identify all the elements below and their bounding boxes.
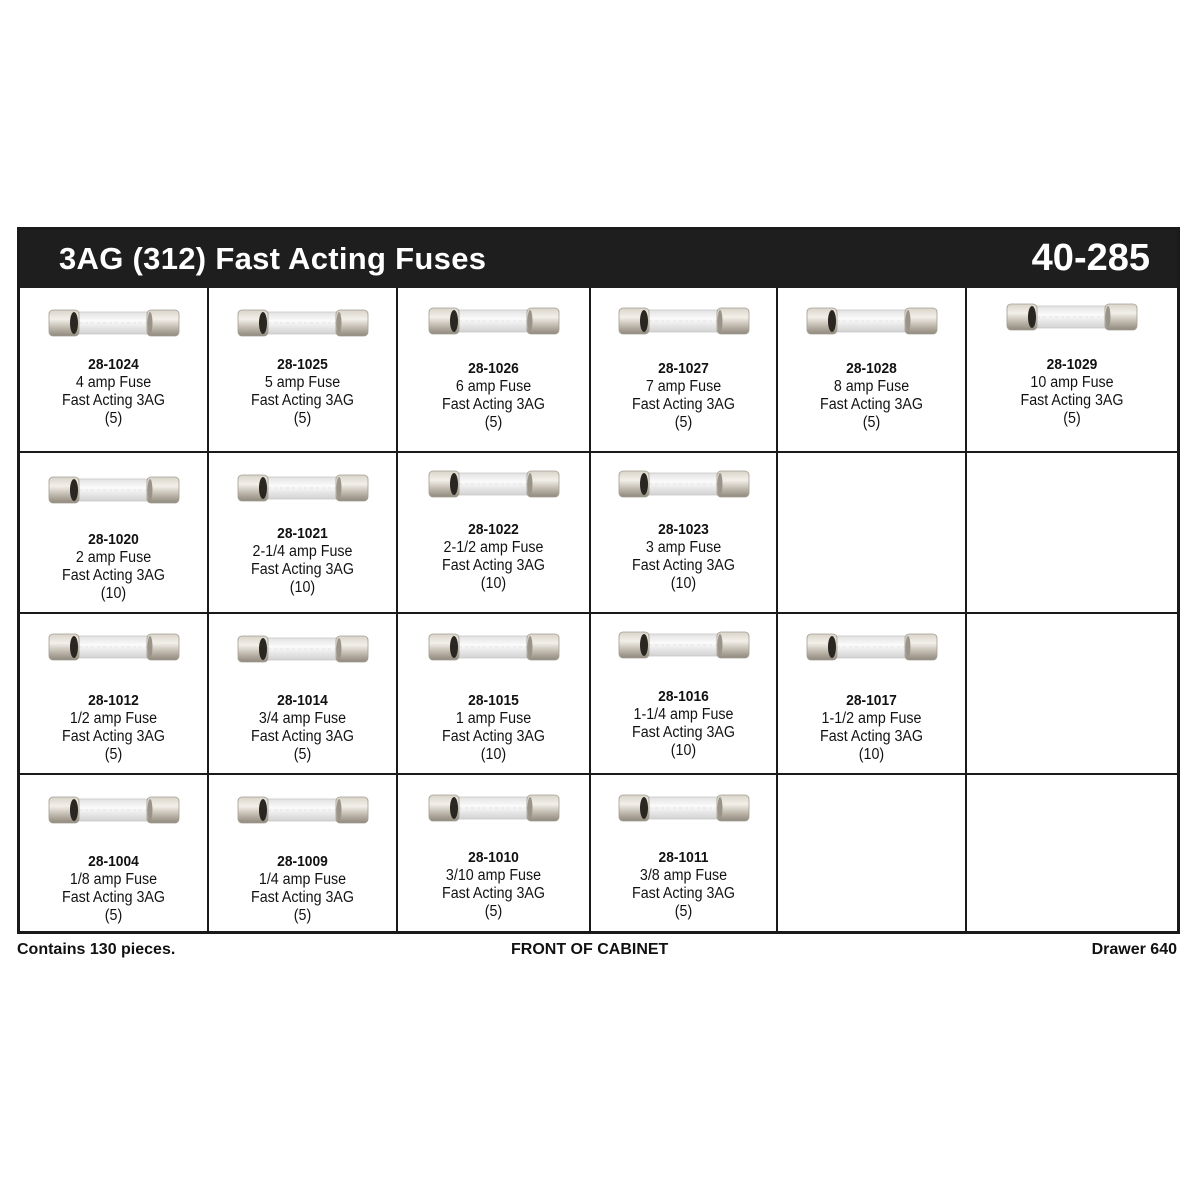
fuse-type: Fast Acting 3AG xyxy=(631,724,736,741)
amp-rating: 1 amp Fuse xyxy=(455,710,532,727)
panel-title: 3AG (312) Fast Acting Fuses xyxy=(59,241,487,276)
empty-compartment xyxy=(965,453,1177,612)
empty-compartment xyxy=(965,775,1177,931)
amp-rating: 2 amp Fuse xyxy=(75,549,152,566)
compartment-28-1023 xyxy=(589,453,776,612)
part-number: 28-1024 xyxy=(88,356,139,373)
compartment-28-1029 xyxy=(965,288,1177,451)
compartment-28-1028 xyxy=(776,288,965,451)
quantity: (5) xyxy=(293,410,312,427)
fuse-icon xyxy=(617,469,751,499)
part-number: 28-1016 xyxy=(658,688,709,705)
compartment-28-1025 xyxy=(207,288,396,451)
fuse-icon xyxy=(236,634,370,664)
quantity: (10) xyxy=(670,742,697,759)
compartment-28-1020 xyxy=(20,453,207,612)
fuse-type: Fast Acting 3AG xyxy=(441,396,546,413)
fuse-type: Fast Acting 3AG xyxy=(61,728,166,745)
quantity: (10) xyxy=(289,579,316,596)
part-number: 28-1015 xyxy=(468,692,519,709)
compartment-grid xyxy=(20,288,1177,931)
amp-rating: 3/8 amp Fuse xyxy=(639,867,728,884)
fuse-icon xyxy=(47,475,181,505)
fuse-type: Fast Acting 3AG xyxy=(441,557,546,574)
quantity: (10) xyxy=(100,585,127,602)
compartment-28-1004 xyxy=(20,775,207,931)
fuse-type: Fast Acting 3AG xyxy=(441,885,546,902)
part-number: 28-1029 xyxy=(1046,356,1098,373)
compartment-28-1017 xyxy=(776,614,965,773)
amp-rating: 2-1/2 amp Fuse xyxy=(443,539,544,556)
fuse-icon xyxy=(805,632,939,662)
amp-rating: 1/4 amp Fuse xyxy=(258,871,347,888)
fuse-type: Fast Acting 3AG xyxy=(631,396,736,413)
header-bar xyxy=(20,230,1177,288)
amp-rating: 1/2 amp Fuse xyxy=(69,710,158,727)
empty-compartment xyxy=(776,453,965,612)
piece-count: Contains 130 pieces. xyxy=(17,941,176,958)
part-number: 28-1023 xyxy=(658,521,709,538)
compartment-row xyxy=(20,288,1177,451)
fuse-type: Fast Acting 3AG xyxy=(250,561,355,578)
quantity: (5) xyxy=(104,746,123,763)
empty-compartment xyxy=(776,775,965,931)
fuse-type: Fast Acting 3AG xyxy=(441,728,546,745)
fuse-type: Fast Acting 3AG xyxy=(631,557,736,574)
quantity: (10) xyxy=(858,746,885,763)
part-number: 28-1027 xyxy=(658,360,709,377)
amp-rating: 6 amp Fuse xyxy=(455,378,532,395)
fuse-icon xyxy=(1005,302,1139,332)
fuse-type: Fast Acting 3AG xyxy=(819,728,924,745)
part-number: 28-1021 xyxy=(277,525,328,542)
amp-rating: 5 amp Fuse xyxy=(264,374,341,391)
fuse-icon xyxy=(236,308,370,338)
quantity: (10) xyxy=(480,575,507,592)
fuse-icon xyxy=(427,632,561,662)
fuse-assortment-panel xyxy=(17,227,1180,934)
amp-rating: 4 amp Fuse xyxy=(75,374,152,391)
part-number: 28-1010 xyxy=(468,849,519,866)
fuse-icon xyxy=(47,308,181,338)
part-number: 28-1012 xyxy=(88,692,139,709)
amp-rating: 1-1/2 amp Fuse xyxy=(821,710,922,727)
amp-rating: 2-1/4 amp Fuse xyxy=(252,543,353,560)
fuse-icon xyxy=(236,795,370,825)
compartment-28-1015 xyxy=(396,614,589,773)
quantity: (5) xyxy=(674,903,693,920)
fuse-type: Fast Acting 3AG xyxy=(250,392,355,409)
front-of-cabinet-label: FRONT OF CABINET xyxy=(511,941,669,958)
empty-compartment xyxy=(965,614,1177,773)
fuse-icon xyxy=(427,793,561,823)
compartment-row xyxy=(20,612,1177,773)
part-number: 28-1028 xyxy=(846,360,897,377)
quantity: (5) xyxy=(484,414,503,431)
amp-rating: 8 amp Fuse xyxy=(833,378,910,395)
amp-rating: 3 amp Fuse xyxy=(645,539,722,556)
quantity: (5) xyxy=(104,907,123,924)
compartment-28-1010 xyxy=(396,775,589,931)
part-number: 28-1009 xyxy=(277,853,328,870)
amp-rating: 10 amp Fuse xyxy=(1030,374,1114,391)
compartment-row xyxy=(20,451,1177,612)
part-number: 28-1017 xyxy=(846,692,897,709)
kit-number: 40-285 xyxy=(1031,237,1150,279)
quantity: (5) xyxy=(104,410,123,427)
fuse-type: Fast Acting 3AG xyxy=(61,889,166,906)
fuse-icon xyxy=(427,306,561,336)
compartment-28-1021 xyxy=(207,453,396,612)
amp-rating: 1/8 amp Fuse xyxy=(69,871,158,888)
drawer-number: Drawer 640 xyxy=(1091,941,1177,958)
quantity: (5) xyxy=(862,414,881,431)
quantity: (5) xyxy=(674,414,693,431)
fuse-icon xyxy=(617,793,751,823)
fuse-type: Fast Acting 3AG xyxy=(250,889,355,906)
compartment-28-1022 xyxy=(396,453,589,612)
fuse-type: Fast Acting 3AG xyxy=(631,885,736,902)
quantity: (5) xyxy=(293,907,312,924)
part-number: 28-1004 xyxy=(88,853,139,870)
amp-rating: 1-1/4 amp Fuse xyxy=(633,706,734,723)
quantity: (5) xyxy=(1063,410,1081,427)
part-number: 28-1011 xyxy=(658,849,709,866)
compartment-28-1014 xyxy=(207,614,396,773)
fuse-icon xyxy=(617,630,751,660)
quantity: (5) xyxy=(484,903,503,920)
part-number: 28-1020 xyxy=(88,531,139,548)
part-number: 28-1026 xyxy=(468,360,519,377)
quantity: (10) xyxy=(670,575,697,592)
fuse-icon xyxy=(47,795,181,825)
compartment-28-1027 xyxy=(589,288,776,451)
part-number: 28-1014 xyxy=(277,692,328,709)
fuse-icon xyxy=(805,306,939,336)
amp-rating: 3/4 amp Fuse xyxy=(258,710,347,727)
quantity: (10) xyxy=(480,746,507,763)
amp-rating: 3/10 amp Fuse xyxy=(445,867,542,884)
compartment-28-1011 xyxy=(589,775,776,931)
compartment-28-1024 xyxy=(20,288,207,451)
fuse-icon xyxy=(617,306,751,336)
fuse-type: Fast Acting 3AG xyxy=(250,728,355,745)
part-number: 28-1022 xyxy=(468,521,519,538)
compartment-row xyxy=(20,773,1177,931)
fuse-type: Fast Acting 3AG xyxy=(61,567,166,584)
compartment-28-1012 xyxy=(20,614,207,773)
fuse-type: Fast Acting 3AG xyxy=(61,392,166,409)
fuse-icon xyxy=(47,632,181,662)
fuse-icon xyxy=(427,469,561,499)
compartment-28-1016 xyxy=(589,614,776,773)
compartment-28-1009 xyxy=(207,775,396,931)
fuse-icon xyxy=(236,473,370,503)
amp-rating: 7 amp Fuse xyxy=(645,378,722,395)
part-number: 28-1025 xyxy=(277,356,328,373)
fuse-type: Fast Acting 3AG xyxy=(1020,392,1124,409)
compartment-28-1026 xyxy=(396,288,589,451)
quantity: (5) xyxy=(293,746,312,763)
fuse-type: Fast Acting 3AG xyxy=(819,396,924,413)
